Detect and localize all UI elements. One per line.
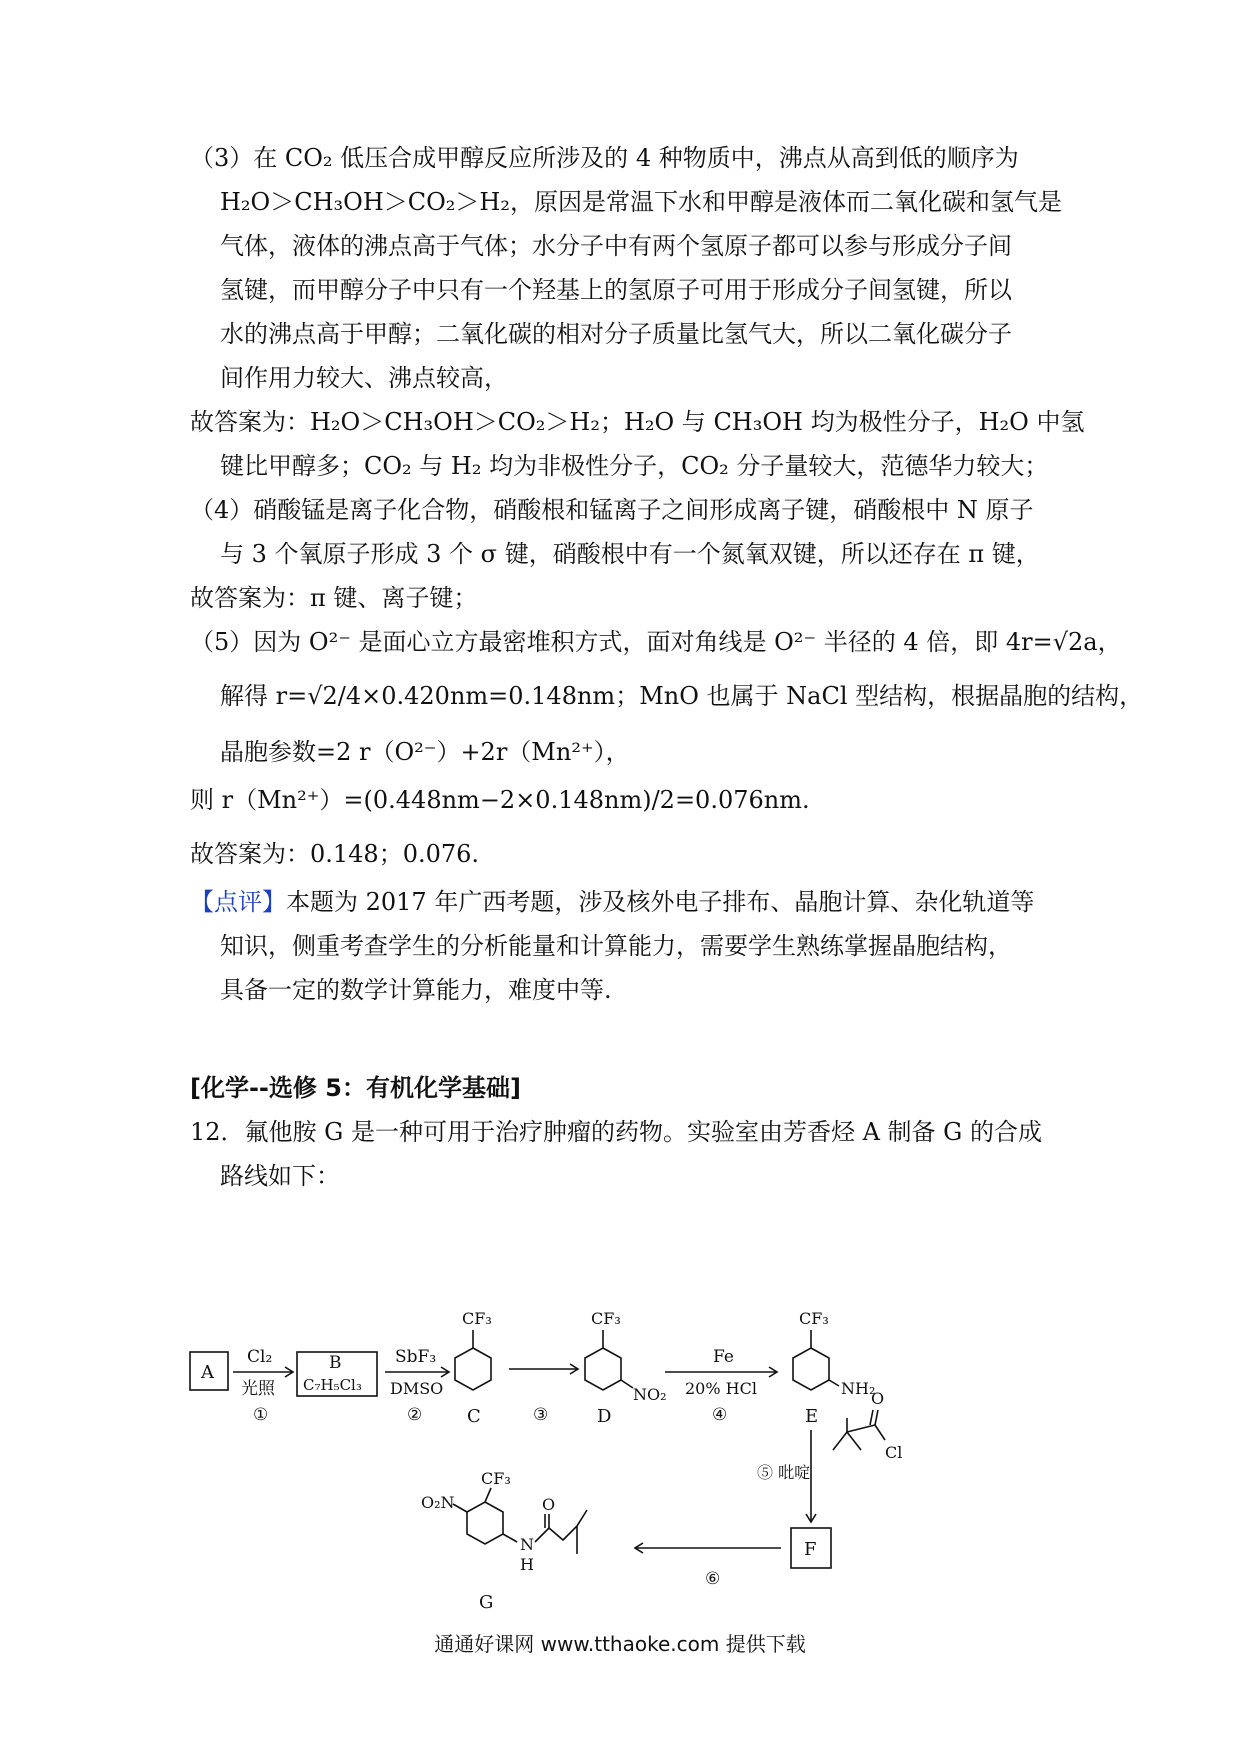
step-5-pyridine: ⑤ 吡啶	[757, 1463, 811, 1482]
g-h-label: H	[520, 1555, 534, 1574]
review-tag: 【点评】	[190, 888, 286, 916]
reagent-cl2: Cl₂	[247, 1347, 273, 1367]
reagent-hcl: 20% HCl	[685, 1379, 757, 1398]
compound-g: G	[479, 1592, 494, 1613]
g-cf3-label: CF₃	[481, 1469, 511, 1488]
text-line: 晶胞参数=2 r（O²⁻）+2r（Mn²⁺），	[220, 738, 630, 766]
acyl-cl-label: Cl	[885, 1443, 903, 1462]
e-cf3-label: CF₃	[799, 1309, 829, 1328]
solvent-dmso: DMSO	[390, 1379, 444, 1398]
review-line: 知识，侧重考查学生的分析能量和计算能力，需要学生熟练掌握晶胞结构，	[220, 932, 1012, 960]
step-6: ⑥	[705, 1569, 721, 1589]
reagent-fe: Fe	[713, 1347, 734, 1367]
g-o-label: O	[542, 1495, 556, 1514]
step-2: ②	[407, 1405, 423, 1425]
e-nh2-label: NH₂	[841, 1379, 876, 1398]
text-line: 间作用力较大、沸点较高，	[220, 364, 508, 392]
text-line: 气体，液体的沸点高于气体；水分子中有两个氢原子都可以参与形成分子间	[220, 232, 1012, 260]
condition-light: 光照	[241, 1379, 275, 1399]
synthesis-route-diagram	[185, 1300, 1005, 1620]
reagent-sbf3: SbF₃	[395, 1347, 437, 1367]
text-line: H₂O＞CH₃OH＞CO₂＞H₂，原因是常温下水和甲醇是液体而二氧化碳和氢气是	[220, 188, 1062, 216]
text-line: （3）在 CO₂ 低压合成甲醇反应所涉及的 4 种物质中，沸点从高到低的顺序为	[190, 144, 1019, 172]
review-line	[190, 886, 1034, 918]
d-no2-label: NO₂	[633, 1385, 667, 1404]
text-line: 氢键，而甲醇分子中只有一个羟基上的氢原子可用于形成分子间氢键，所以	[220, 276, 1012, 304]
text-line: 与 3 个氧原子形成 3 个 σ 键，硝酸根中有一个氮氧双键，所以还存在 π 键，	[220, 540, 1040, 568]
acyl-o-label: O	[871, 1389, 885, 1408]
text-line: （4）硝酸锰是离子化合物，硝酸根和锰离子之间形成离子键，硝酸根中 N 原子	[190, 496, 1034, 524]
section-heading: [化学--选修 5：有机化学基础]	[190, 1074, 521, 1102]
review-line: 具备一定的数学计算能力，难度中等.	[220, 976, 612, 1004]
question-line: 12．氟他胺 G 是一种可用于治疗肿瘤的药物。实验室由芳香烃 A 制备 G 的合成	[190, 1118, 1042, 1146]
answer-line: 键比甲醇多；CO₂ 与 H₂ 均为非极性分子，CO₂ 分子量较大，范德华力较大；	[220, 452, 1049, 480]
compound-d: D	[597, 1406, 612, 1427]
text-line: 解得 r=√2/4×0.420nm=0.148nm；MnO 也属于 NaCl 型结构，根据晶胞的结构，	[220, 682, 1144, 710]
step-4: ④	[712, 1405, 728, 1425]
compound-b-formula: C₇H₅Cl₃	[303, 1376, 362, 1394]
text-line: （5）因为 O²⁻ 是面心立方最密堆积方式，面对角线是 O²⁻ 半径的 4 倍，即 4r=√2a，	[190, 628, 1122, 656]
answer-line: 故答案为：π 键、离子键；	[190, 584, 478, 612]
text-line: 水的沸点高于甲醇；二氧化碳的相对分子质量比氢气大，所以二氧化碳分子	[220, 320, 1012, 348]
compound-c: C	[467, 1406, 481, 1427]
question-line: 路线如下：	[220, 1162, 340, 1190]
c-cf3-label: CF₃	[462, 1309, 492, 1328]
compound-b: B	[329, 1353, 342, 1373]
compound-f: F	[804, 1539, 817, 1560]
text-line: 则 r（Mn²⁺）=(0.448nm−2×0.148nm)/2=0.076nm.	[190, 786, 810, 814]
answer-line: 故答案为：0.148；0.076.	[190, 840, 480, 868]
review-text: 本题为 2017 年广西考题，涉及核外电子排布、晶胞计算、杂化轨道等	[286, 888, 1035, 916]
step-1: ①	[253, 1405, 269, 1425]
d-cf3-label: CF₃	[591, 1309, 621, 1328]
g-n-label: N	[520, 1535, 534, 1554]
answer-line: 故答案为：H₂O＞CH₃OH＞CO₂＞H₂；H₂O 与 CH₃OH 均为极性分子，H₂O 中氢	[190, 408, 1085, 436]
footer-source: 通通好课网 www.tthaoke.com 提供下载	[434, 1632, 806, 1656]
compound-a: A	[201, 1362, 214, 1383]
g-o2n-label: O₂N	[421, 1493, 455, 1512]
compound-e: E	[805, 1406, 819, 1427]
step-3: ③	[533, 1405, 549, 1425]
